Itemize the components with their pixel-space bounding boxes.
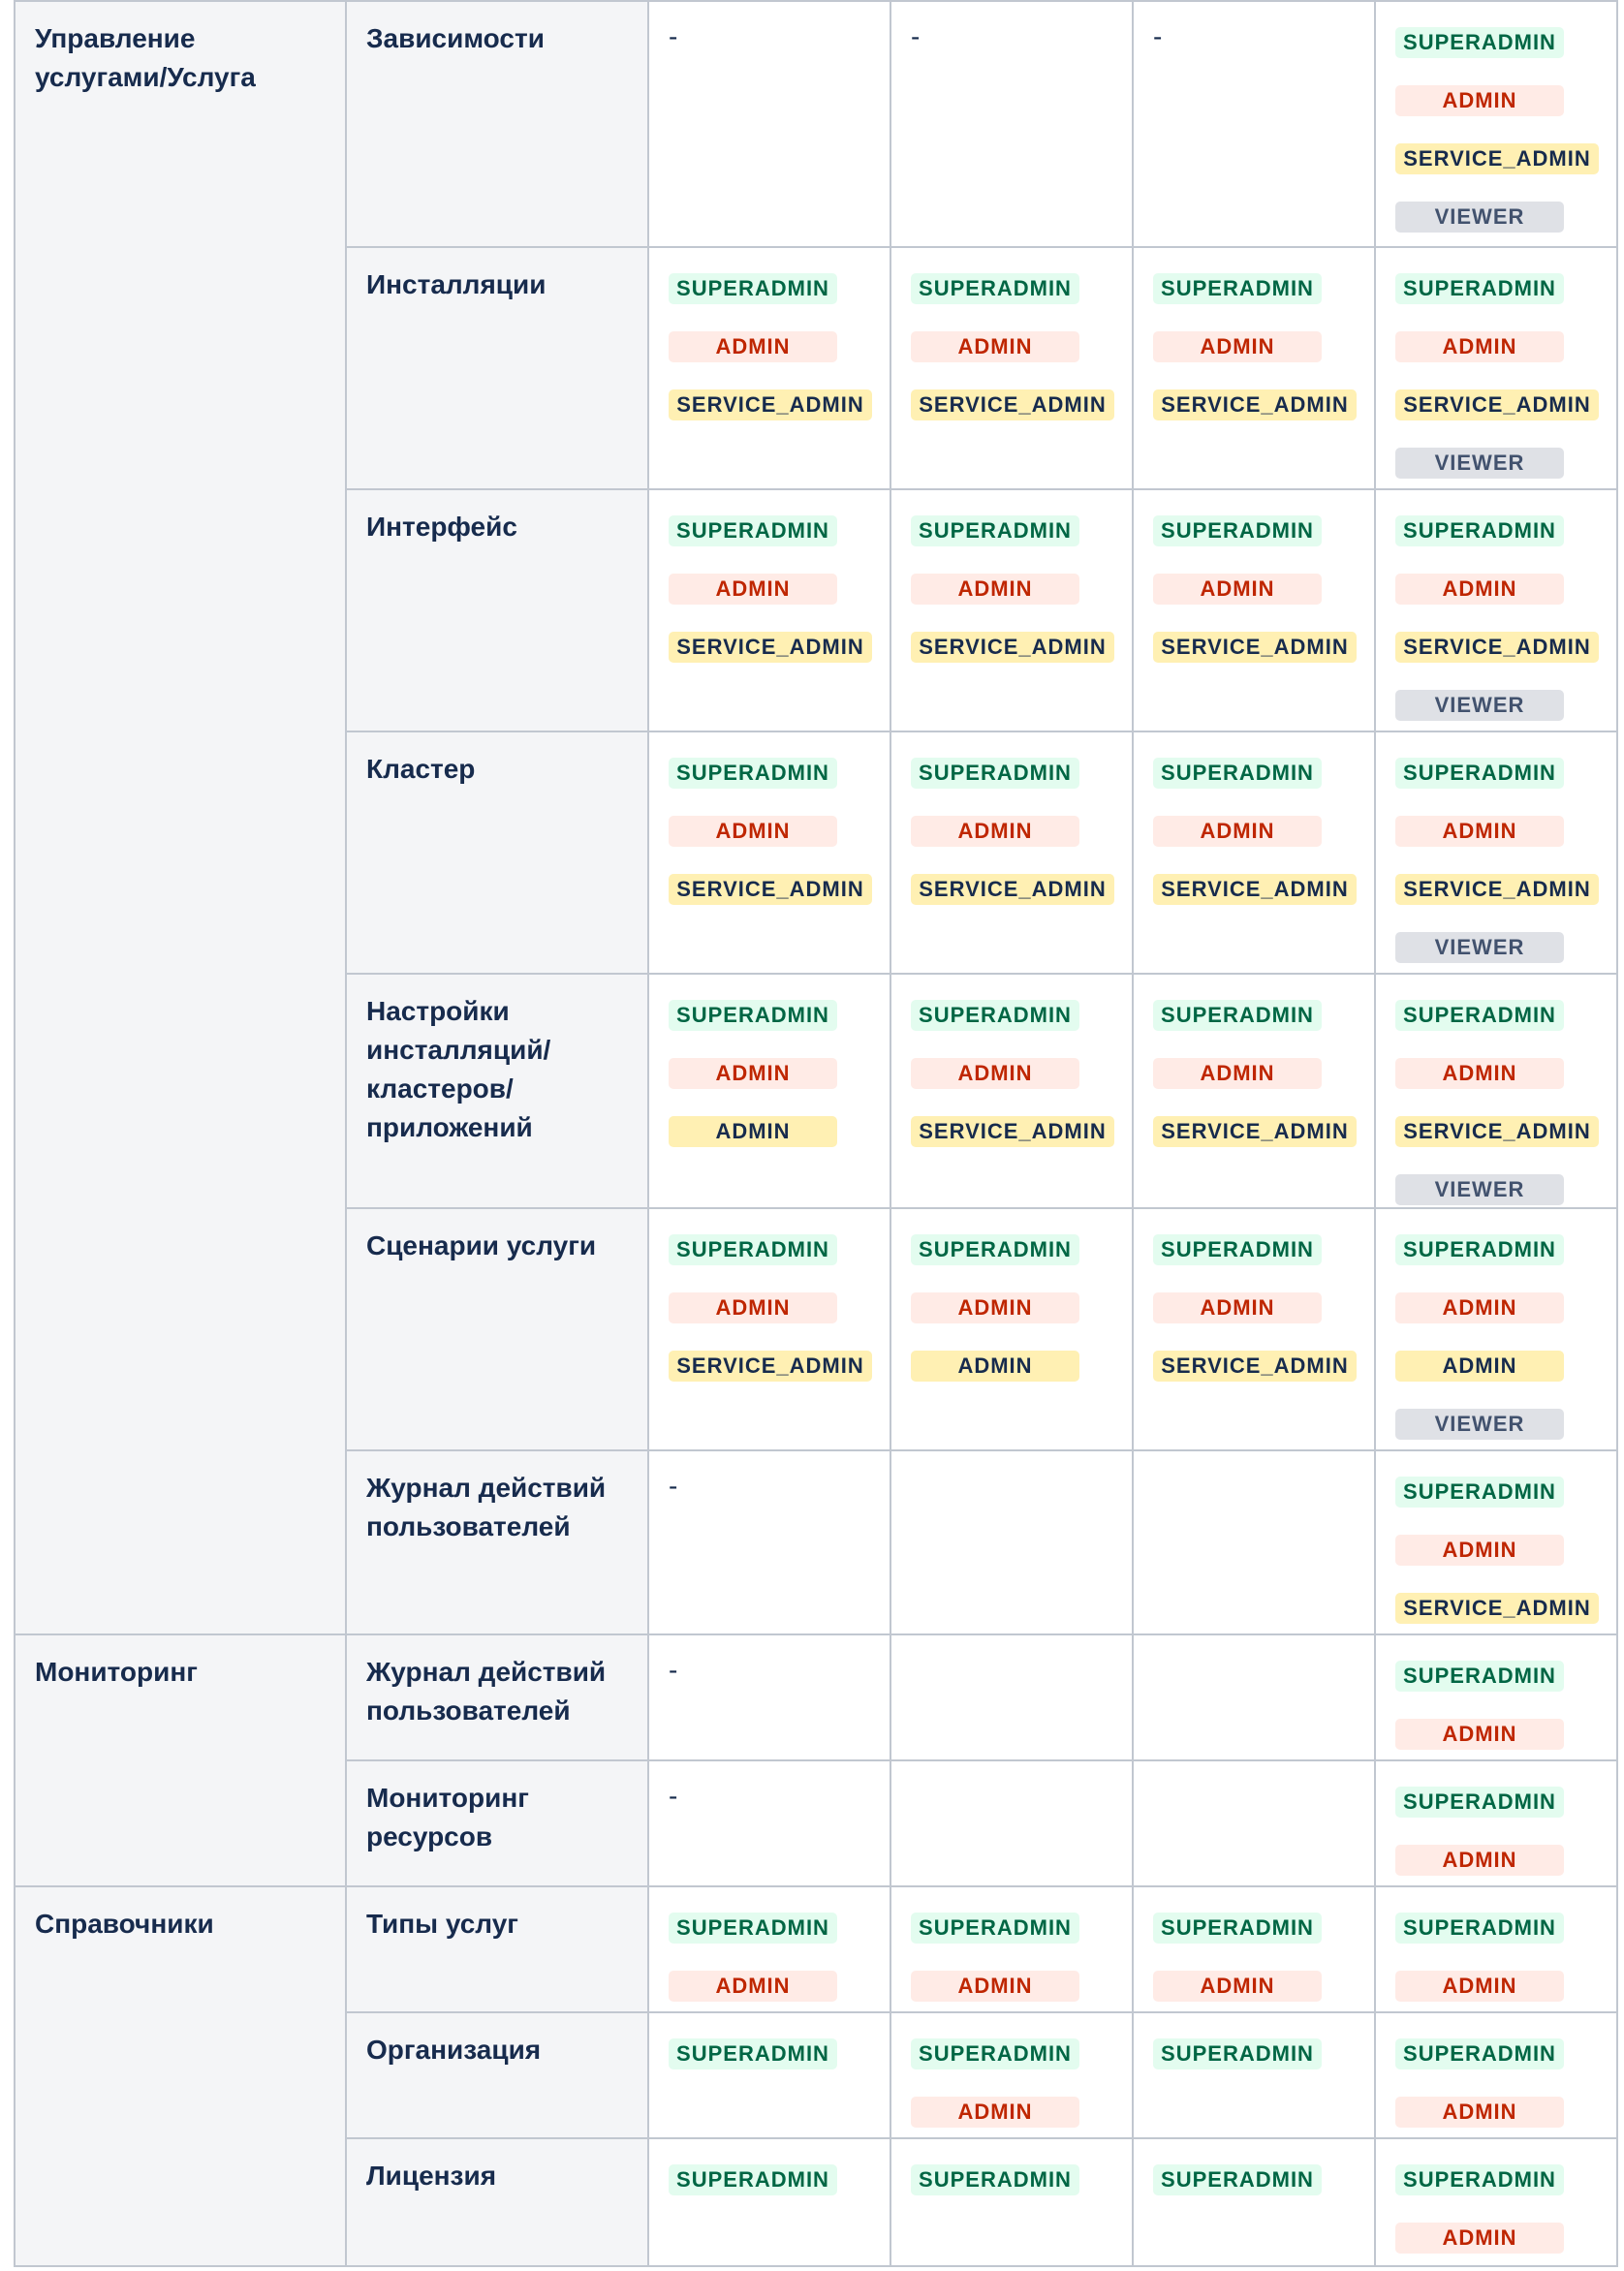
role-badge-superadmin: SUPERADMIN [1153,2164,1322,2195]
role-badge-viewer: VIEWER [1395,1409,1564,1440]
role-badge-admin: ADMIN [1153,1292,1322,1323]
no-access-dash: - [911,21,921,51]
role-badge-superadmin: SUPERADMIN [669,758,837,789]
permission-cell [1374,1449,1618,1635]
role-badge-superadmin: SUPERADMIN [1395,2164,1564,2195]
role-badge-admin: ADMIN [1395,2223,1564,2254]
subsection-label: Сценарии услуги [366,1230,597,1260]
permission-cell [890,1633,1134,1761]
permission-cell [647,1449,891,1635]
subsection-label: Мониторинг ресурсов [366,1783,529,1851]
role-badge-superadmin: SUPERADMIN [911,758,1079,789]
role-badge-superadmin: SUPERADMIN [1153,1000,1322,1031]
subsection-label: Интерфейс [366,512,517,542]
role-badge-superadmin: SUPERADMIN [1153,758,1322,789]
permission-cell [1132,731,1376,975]
role-badge-admin: ADMIN [1153,1058,1322,1089]
subsection-label: Кластер [366,754,476,784]
permission-cell [1374,731,1618,975]
role-badge-service-admin: SERVICE_ADMIN [1153,874,1357,905]
role-badge-superadmin: SUPERADMIN [1153,1234,1322,1265]
permission-cell [1374,973,1618,1209]
subsection-cell [345,1449,649,1635]
role-badge-superadmin: SUPERADMIN [1153,515,1322,546]
permission-cell [1132,1885,1376,2013]
role-badge-service-admin: SERVICE_ADMIN [911,632,1114,663]
permission-cell [890,1885,1134,2013]
category-cell [14,0,347,1635]
category-label: Управление услугами/Услуга [35,23,256,92]
role-badge-admin: ADMIN [911,1292,1079,1323]
role-badge-service-admin: SERVICE_ADMIN [1395,632,1599,663]
no-access-dash: - [669,1471,678,1501]
permission-cell [1374,0,1618,248]
permission-cell [890,1759,1134,1887]
role-badge-admin: ADMIN [1395,1845,1564,1876]
subsection-label: Настройки инсталляций/ кластеров/ приложений [366,996,551,1142]
permission-cell [890,973,1134,1209]
subsection-cell [345,0,649,248]
permission-cell [1374,2011,1618,2139]
role-badge-superadmin: SUPERADMIN [911,515,1079,546]
permission-cell [1132,246,1376,490]
role-badge-admin: ADMIN [669,1292,837,1323]
role-badge-admin: ADMIN [1395,1719,1564,1750]
role-badge-admin: ADMIN [1395,574,1564,605]
role-badge-superadmin: SUPERADMIN [1395,1787,1564,1818]
role-badge-admin: ADMIN [1395,331,1564,362]
permission-cell [1374,2137,1618,2267]
role-badge-service-admin: SERVICE_ADMIN [1395,874,1599,905]
role-badge-admin: ADMIN [1395,816,1564,847]
role-badge-service-admin: SERVICE_ADMIN [669,632,872,663]
role-badge-admin: ADMIN [1395,1058,1564,1089]
permission-cell [647,1885,891,2013]
permission-cell [890,1449,1134,1635]
role-badge-admin: ADMIN [1395,1535,1564,1566]
role-badge-superadmin: SUPERADMIN [911,1000,1079,1031]
role-badge-superadmin: SUPERADMIN [1395,1477,1564,1508]
permission-cell [1132,1449,1376,1635]
role-badge-admin: ADMIN [669,1971,837,2002]
role-badge-superadmin: SUPERADMIN [1153,1913,1322,1944]
role-badge-service-admin: SERVICE_ADMIN [669,389,872,420]
permission-cell [890,0,1134,248]
role-badge-admin: ADMIN [669,331,837,362]
role-badge-admin: ADMIN [669,816,837,847]
permission-cell [1132,488,1376,732]
no-access-dash: - [669,1655,678,1685]
role-badge-superadmin: SUPERADMIN [1395,1661,1564,1692]
role-badge-admin: ADMIN [1153,331,1322,362]
role-badge-superadmin: SUPERADMIN [669,515,837,546]
subsection-label: Журнал действий пользователей [366,1657,607,1726]
role-badge-viewer: VIEWER [1395,1174,1564,1205]
role-badge-admin-yellow: ADMIN [1395,1351,1564,1382]
category-cell [14,1885,347,2267]
role-badge-service-admin: SERVICE_ADMIN [1395,1593,1599,1624]
role-badge-superadmin: SUPERADMIN [911,2164,1079,2195]
permission-cell [647,246,891,490]
subsection-cell [345,1207,649,1451]
permission-cell [890,1207,1134,1451]
subsection-cell [345,488,649,732]
permission-cell [647,1759,891,1887]
subsection-label: Организация [366,2035,542,2065]
subsection-cell [345,1633,649,1761]
permission-cell [890,2011,1134,2139]
subsection-cell [345,2137,649,2267]
role-badge-viewer: VIEWER [1395,690,1564,721]
subsection-cell [345,1885,649,2013]
role-badge-service-admin: SERVICE_ADMIN [1395,143,1599,174]
permission-cell [1132,0,1376,248]
permission-cell [890,246,1134,490]
subsection-label: Типы услуг [366,1909,518,1939]
role-badge-service-admin: SERVICE_ADMIN [1395,389,1599,420]
role-badge-service-admin: SERVICE_ADMIN [669,1351,872,1382]
role-badge-admin: ADMIN [669,1058,837,1089]
role-badge-service-admin: SERVICE_ADMIN [669,874,872,905]
subsection-label: Журнал действий пользователей [366,1473,607,1541]
role-badge-superadmin: SUPERADMIN [669,2164,837,2195]
permission-cell [647,2011,891,2139]
role-badge-admin: ADMIN [1395,85,1564,116]
role-badge-admin: ADMIN [1153,816,1322,847]
role-badge-superadmin: SUPERADMIN [911,1913,1079,1944]
role-badge-superadmin: SUPERADMIN [911,273,1079,304]
permission-cell [1374,1885,1618,2013]
role-badge-superadmin: SUPERADMIN [1395,273,1564,304]
subsection-cell [345,731,649,975]
role-badge-service-admin: SERVICE_ADMIN [1153,1116,1357,1147]
role-badge-superadmin: SUPERADMIN [1395,1000,1564,1031]
permission-cell [1374,1207,1618,1451]
role-badge-admin: ADMIN [911,331,1079,362]
role-badge-superadmin: SUPERADMIN [1395,758,1564,789]
role-badge-admin: ADMIN [669,574,837,605]
permission-cell [1132,1759,1376,1887]
permission-cell [647,1633,891,1761]
role-badge-superadmin: SUPERADMIN [1153,2038,1322,2069]
permission-cell [1374,246,1618,490]
role-badge-admin: ADMIN [1153,1971,1322,2002]
permission-cell [1374,488,1618,732]
subsection-cell [345,1759,649,1887]
category-cell [14,1633,347,1887]
role-badge-superadmin: SUPERADMIN [911,1234,1079,1265]
permission-cell [890,488,1134,732]
role-badge-admin-yellow: ADMIN [911,1351,1079,1382]
role-badge-superadmin: SUPERADMIN [1395,515,1564,546]
role-badge-admin: ADMIN [911,2097,1079,2128]
subsection-label: Инсталляции [366,269,547,299]
role-badge-admin: ADMIN [1395,2097,1564,2128]
role-badge-viewer: VIEWER [1395,448,1564,479]
role-badge-admin: ADMIN [911,574,1079,605]
subsection-cell [345,246,649,490]
permission-cell [1374,1759,1618,1887]
permission-cell [647,1207,891,1451]
permission-cell [1374,1633,1618,1761]
role-badge-admin: ADMIN [911,1058,1079,1089]
role-badge-admin: ADMIN [911,816,1079,847]
role-badge-superadmin: SUPERADMIN [1395,27,1564,58]
role-badge-superadmin: SUPERADMIN [1395,1234,1564,1265]
permission-cell [647,0,891,248]
category-label: Справочники [35,1909,214,1939]
subsection-cell [345,2011,649,2139]
permission-cell [1132,973,1376,1209]
no-access-dash: - [669,21,678,51]
role-badge-viewer: VIEWER [1395,932,1564,963]
permission-cell [1132,1633,1376,1761]
role-badge-viewer: VIEWER [1395,202,1564,233]
role-badge-superadmin: SUPERADMIN [669,1913,837,1944]
role-badge-service-admin: SERVICE_ADMIN [911,389,1114,420]
role-badge-admin: ADMIN [1395,1292,1564,1323]
role-badge-superadmin: SUPERADMIN [1395,1913,1564,1944]
role-badge-service-admin: SERVICE_ADMIN [1153,632,1357,663]
no-access-dash: - [1153,21,1163,51]
permission-cell [647,2137,891,2267]
role-badge-admin: ADMIN [911,1971,1079,2002]
role-badge-superadmin: SUPERADMIN [1153,273,1322,304]
permission-cell [890,2137,1134,2267]
permission-cell [1132,2011,1376,2139]
subsection-label: Зависимости [366,23,545,53]
permission-cell [1132,2137,1376,2267]
role-badge-service-admin: SERVICE_ADMIN [911,874,1114,905]
permission-cell [647,488,891,732]
no-access-dash: - [669,1781,678,1811]
role-badge-service-admin: SERVICE_ADMIN [911,1116,1114,1147]
role-badge-superadmin: SUPERADMIN [911,2038,1079,2069]
permission-cell [1132,1207,1376,1451]
role-badge-service-admin: SERVICE_ADMIN [1153,1351,1357,1382]
role-badge-service-admin: SERVICE_ADMIN [1395,1116,1599,1147]
subsection-label: Лицензия [366,2161,497,2191]
role-badge-superadmin: SUPERADMIN [669,1234,837,1265]
permission-cell [647,973,891,1209]
role-badge-admin: ADMIN [1395,1971,1564,2002]
role-badge-admin-yellow: ADMIN [669,1116,837,1147]
category-label: Мониторинг [35,1657,198,1687]
permission-cell [890,731,1134,975]
subsection-cell [345,973,649,1209]
role-badge-admin: ADMIN [1153,574,1322,605]
role-badge-superadmin: SUPERADMIN [669,273,837,304]
role-badge-superadmin: SUPERADMIN [1395,2038,1564,2069]
role-badge-service-admin: SERVICE_ADMIN [1153,389,1357,420]
permission-cell [647,731,891,975]
role-badge-superadmin: SUPERADMIN [669,1000,837,1031]
role-badge-superadmin: SUPERADMIN [669,2038,837,2069]
